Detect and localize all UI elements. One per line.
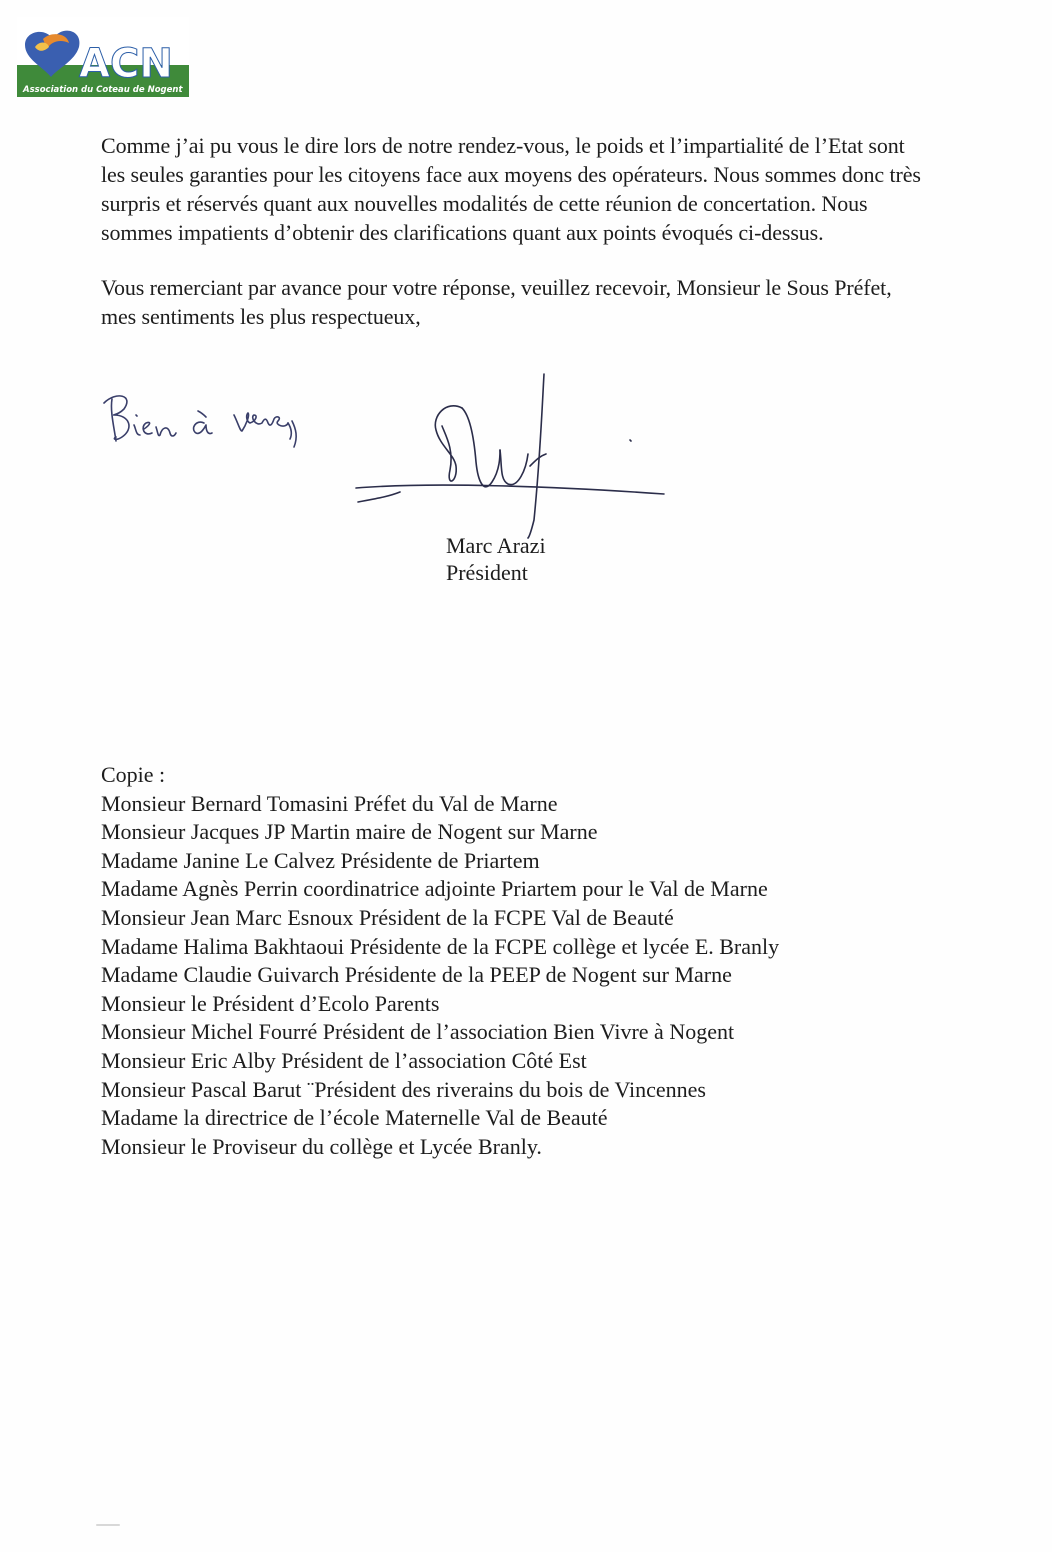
copy-recipient: Madame Agnès Perrin coordinatrice adjointe Priartem pour le Val de Marne (101, 876, 768, 902)
signatory-name: Marc Arazi (446, 533, 546, 558)
text-line: Comme j’ai pu vous le dire lors de notre rendez-vous, le poids et l’impartialité de l’Etat sont (101, 133, 905, 158)
copy-recipient: Monsieur Eric Alby Président de l’association Côté Est (101, 1047, 587, 1073)
handwritten-note (100, 385, 320, 465)
svg-text:ACN: ACN (79, 41, 173, 87)
copy-recipient: Monsieur Michel Fourré Président de l’association Bien Vivre à Nogent (101, 1019, 735, 1045)
copy-recipient: Madame la directrice de l’école Maternelle Val de Beauté (101, 1105, 608, 1131)
text-line: les seules garanties pour les citoyens face aux moyens des opérateurs. Nous sommes donc très (101, 162, 921, 187)
paragraph-1 (101, 131, 1046, 247)
copy-recipient: Monsieur Bernard Tomasini Préfet du Val de Marne (101, 790, 558, 816)
copies-list (101, 761, 779, 1161)
copy-recipient: Madame Halima Bakhtaoui Présidente de la FCPE collège et lycée E. Branly (101, 933, 780, 959)
copy-recipient: Monsieur Pascal Barut ¨Président des riverains du bois de Vincennes (101, 1076, 706, 1102)
acn-logo (17, 17, 189, 97)
copy-recipient: Monsieur Jacques JP Martin maire de Nogent sur Marne (101, 819, 598, 845)
text-line: sommes impatients d’obtenir des clarifications quant aux points évoqués ci-dessus. (101, 220, 824, 245)
paragraph-2 (101, 273, 1046, 331)
signatory-block (446, 532, 546, 586)
scan-mark (96, 1524, 120, 1526)
copy-recipient: Madame Janine Le Calvez Présidente de Priartem (101, 847, 540, 873)
copy-recipient: Madame Claudie Guivarch Présidente de la PEEP de Nogent sur Marne (101, 962, 732, 988)
copy-recipient: Monsieur le Président d’Ecolo Parents (101, 990, 440, 1016)
text-line: surpris et réservés quant aux nouvelles modalités de cette réunion de concertation. Nous (101, 191, 868, 216)
signature (350, 370, 670, 540)
copy-recipient: Monsieur le Proviseur du collège et Lycée Branly. (101, 1133, 542, 1159)
text-line: mes sentiments les plus respectueux, (101, 304, 421, 329)
text-line: Vous remerciant par avance pour votre réponse, veuillez recevoir, Monsieur le Sous Préfet, (101, 275, 892, 300)
copies-heading: Copie : (101, 762, 166, 787)
svg-text:Association du Coteau de Nogen: Association du Coteau de Nogent (23, 85, 183, 95)
copy-recipient: Monsieur Jean Marc Esnoux Président de la FCPE Val de Beauté (101, 904, 674, 930)
signatory-title: Président (446, 560, 528, 585)
